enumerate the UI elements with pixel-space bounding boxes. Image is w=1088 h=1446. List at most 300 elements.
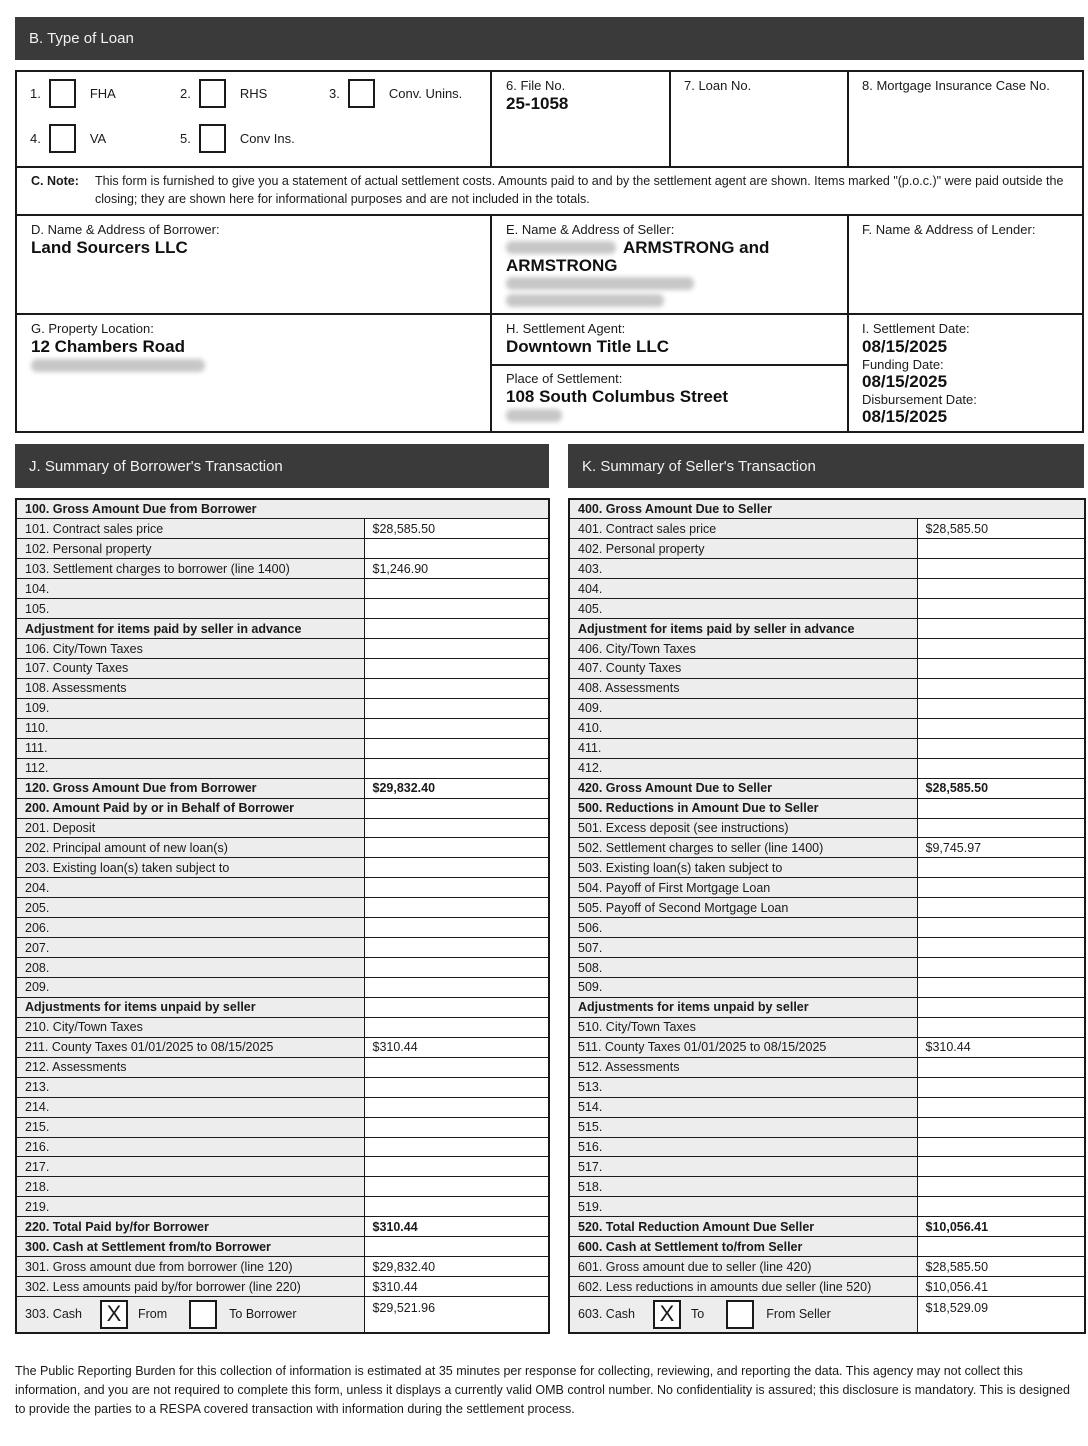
- type-of-loan-header: [15, 17, 1084, 60]
- line-item-label: 101. Contract sales price: [16, 519, 364, 539]
- table-row: [569, 798, 1085, 818]
- table-row: [16, 958, 549, 978]
- conv-unins-label: Conv. Unins.: [388, 86, 463, 101]
- table-row: [16, 499, 549, 519]
- loan-no-label: 7. Loan No.: [684, 78, 752, 93]
- line-item-amount[interactable]: [364, 1197, 549, 1217]
- loan-type-conv-ins: [180, 124, 295, 153]
- conv-ins-checkbox[interactable]: [199, 124, 226, 153]
- line-item-label: 215.: [16, 1117, 364, 1137]
- line-item-amount[interactable]: $310.44: [364, 1037, 549, 1057]
- table-row: [569, 858, 1085, 878]
- settlement-date: 08/15/2025: [862, 337, 948, 356]
- table-row: [569, 718, 1085, 738]
- line-item-label: 515.: [569, 1117, 917, 1137]
- line-item-amount[interactable]: [917, 958, 1085, 978]
- line-item-amount[interactable]: [917, 918, 1085, 938]
- cash-cell: [16, 1297, 364, 1333]
- cash-direction-checkbox[interactable]: [189, 1300, 217, 1329]
- line-item-amount[interactable]: [364, 579, 549, 599]
- table-row: [569, 898, 1085, 918]
- table-row: [569, 938, 1085, 958]
- file-no-value: 25-1058: [506, 94, 569, 113]
- cash-cell: [569, 1297, 917, 1333]
- line-item-label: 220. Total Paid by/for Borrower: [16, 1217, 364, 1237]
- line-item-amount[interactable]: [917, 698, 1085, 718]
- table-row: [16, 918, 549, 938]
- line-item-label: 200. Amount Paid by or in Behalf of Borrower: [16, 798, 364, 818]
- line-item-label: 214.: [16, 1097, 364, 1117]
- line-item-label: 501. Excess deposit (see instructions): [569, 818, 917, 838]
- cash-option-1-label: From: [137, 1307, 168, 1322]
- line-item-label: 110.: [16, 718, 364, 738]
- line-item-label: 219.: [16, 1197, 364, 1217]
- line-item-amount[interactable]: [364, 858, 549, 878]
- line-item-label: 102. Personal property: [16, 539, 364, 559]
- line-item-amount[interactable]: [364, 1057, 549, 1077]
- rhs-checkbox[interactable]: [199, 79, 226, 108]
- line-item-label: 503. Existing loan(s) taken subject to: [569, 858, 917, 878]
- line-item-label: 506.: [569, 918, 917, 938]
- line-item-amount[interactable]: [364, 978, 549, 998]
- line-item-label: 105.: [16, 599, 364, 619]
- line-item-amount[interactable]: [364, 599, 549, 619]
- redacted-seller-city: [506, 294, 664, 307]
- cash-direction-checkbox-checked[interactable]: X: [100, 1300, 128, 1329]
- table-row: [569, 1097, 1085, 1117]
- divider: [15, 313, 1084, 315]
- table-row: [569, 1137, 1085, 1157]
- seller-summary-title: K. Summary of Seller's Transaction: [582, 457, 816, 475]
- seller-name-line-2: ARMSTRONG: [506, 256, 618, 275]
- line-item-amount[interactable]: $29,832.40: [364, 1257, 549, 1277]
- redacted-property-city: [31, 359, 205, 372]
- table-row: [569, 1017, 1085, 1037]
- line-item-amount[interactable]: $310.44: [917, 1037, 1085, 1057]
- line-item-label: 212. Assessments: [16, 1057, 364, 1077]
- line-item-amount[interactable]: [917, 1197, 1085, 1217]
- line-item-label: 207.: [16, 938, 364, 958]
- line-item-label: 520. Total Reduction Amount Due Seller: [569, 1217, 917, 1237]
- table-row: [16, 1017, 549, 1037]
- line-item-amount[interactable]: [364, 878, 549, 898]
- table-row: [16, 758, 549, 778]
- funding-date: 08/15/2025: [862, 372, 948, 391]
- divider: [15, 166, 1084, 168]
- line-item-label: 409.: [569, 698, 917, 718]
- borrower-summary-table: [15, 498, 550, 1334]
- line-item-label: 211. County Taxes 01/01/2025 to 08/15/2025: [16, 1037, 364, 1057]
- mortgage-insurance-case-label: 8. Mortgage Insurance Case No.: [862, 78, 1050, 93]
- table-row: [569, 539, 1085, 559]
- line-item-amount[interactable]: [364, 1017, 549, 1037]
- divider: [669, 70, 671, 167]
- table-row: [16, 1157, 549, 1177]
- line-item-amount[interactable]: $28,585.50: [364, 519, 549, 539]
- borrower-label: D. Name & Address of Borrower:: [31, 222, 220, 237]
- line-item-label: 407. County Taxes: [569, 659, 917, 679]
- borrower-summary-header: [15, 444, 549, 488]
- line-item-amount[interactable]: $29,832.40: [364, 778, 549, 798]
- line-item-label: 513.: [569, 1077, 917, 1097]
- line-item-amount[interactable]: [917, 898, 1085, 918]
- conv-ins-label: Conv Ins.: [239, 131, 295, 146]
- table-row: [16, 997, 549, 1017]
- line-item-amount[interactable]: [364, 619, 549, 639]
- line-item-label: 403.: [569, 559, 917, 579]
- cash-option-1-label: To: [690, 1307, 705, 1322]
- lender-label: F. Name & Address of Lender:: [862, 222, 1036, 237]
- line-item-amount[interactable]: [917, 1077, 1085, 1097]
- line-item-amount[interactable]: [917, 978, 1085, 998]
- cash-option-2-label: From Seller: [766, 1307, 831, 1322]
- table-row: [16, 1257, 549, 1277]
- table-row: [569, 997, 1085, 1017]
- line-item-label: 406. City/Town Taxes: [569, 639, 917, 659]
- line-item-label: 201. Deposit: [16, 818, 364, 838]
- line-item-amount[interactable]: [917, 1237, 1085, 1257]
- line-item-amount[interactable]: [917, 559, 1085, 579]
- table-row: [569, 1077, 1085, 1097]
- line-item-label: 203. Existing loan(s) taken subject to: [16, 858, 364, 878]
- line-item-amount[interactable]: [917, 1177, 1085, 1197]
- line-item-amount[interactable]: [917, 1097, 1085, 1117]
- line-item-label: 302. Less amounts paid by/for borrower (line 220): [16, 1277, 364, 1297]
- line-item-amount[interactable]: [364, 758, 549, 778]
- option-number: 3.: [329, 86, 340, 101]
- line-item-amount[interactable]: [917, 738, 1085, 758]
- line-item-label: 400. Gross Amount Due to Seller: [569, 499, 1085, 519]
- line-item-label: Adjustment for items paid by seller in advance: [569, 619, 917, 639]
- divider: [490, 214, 492, 433]
- loan-type-fha: [30, 79, 116, 108]
- line-item-label: Adjustments for items unpaid by seller: [569, 997, 917, 1017]
- settlement-date-label: I. Settlement Date:: [862, 321, 970, 336]
- line-item-label: 204.: [16, 878, 364, 898]
- line-item-amount[interactable]: [364, 678, 549, 698]
- settlement-agent-name: Downtown Title LLC: [506, 337, 670, 356]
- line-item-label: 502. Settlement charges to seller (line 1400): [569, 838, 917, 858]
- line-item-label: 216.: [16, 1137, 364, 1157]
- line-item-amount[interactable]: [364, 1117, 549, 1137]
- line-item-amount[interactable]: [917, 678, 1085, 698]
- line-item-label: 517.: [569, 1157, 917, 1177]
- divider: [491, 364, 848, 366]
- line-item-label: 112.: [16, 758, 364, 778]
- line-item-label: 505. Payoff of Second Mortgage Loan: [569, 898, 917, 918]
- property-label: G. Property Location:: [31, 321, 154, 336]
- line-item-amount[interactable]: [364, 798, 549, 818]
- line-item-label: 518.: [569, 1177, 917, 1197]
- table-row: [16, 858, 549, 878]
- table-row: [569, 698, 1085, 718]
- disbursement-date-label: Disbursement Date:: [862, 392, 977, 407]
- line-item-amount[interactable]: [364, 958, 549, 978]
- line-item-label: 401. Contract sales price: [569, 519, 917, 539]
- table-row: [16, 718, 549, 738]
- table-row: [16, 1237, 549, 1257]
- table-row: [16, 1217, 549, 1237]
- line-item-label: 106. City/Town Taxes: [16, 639, 364, 659]
- line-item-amount[interactable]: [364, 997, 549, 1017]
- line-item-amount[interactable]: [364, 1097, 549, 1117]
- line-item-label: 217.: [16, 1157, 364, 1177]
- table-row: [569, 1037, 1085, 1057]
- line-item-amount[interactable]: [917, 1157, 1085, 1177]
- funding-date-label: Funding Date:: [862, 357, 944, 372]
- line-item-label: 213.: [16, 1077, 364, 1097]
- line-item-amount[interactable]: [364, 1177, 549, 1197]
- table-row: [569, 1157, 1085, 1177]
- table-row: [16, 738, 549, 758]
- line-item-amount[interactable]: [917, 878, 1085, 898]
- table-row: [569, 958, 1085, 978]
- fha-label: FHA: [89, 86, 116, 101]
- redacted-seller-address: [506, 277, 694, 290]
- cash-label: 303. Cash: [25, 1307, 82, 1322]
- line-item-amount[interactable]: [364, 738, 549, 758]
- table-row: [16, 1057, 549, 1077]
- line-item-label: 206.: [16, 918, 364, 938]
- line-item-amount[interactable]: [364, 1237, 549, 1257]
- cash-amount[interactable]: $18,529.09: [917, 1297, 1085, 1333]
- table-row: [16, 619, 549, 639]
- line-item-amount[interactable]: $1,246.90: [364, 559, 549, 579]
- line-item-label: 111.: [16, 738, 364, 758]
- line-item-amount[interactable]: [917, 938, 1085, 958]
- table-row: [569, 1117, 1085, 1137]
- line-item-label: 120. Gross Amount Due from Borrower: [16, 778, 364, 798]
- table-row: [569, 579, 1085, 599]
- table-row: [569, 619, 1085, 639]
- line-item-label: 208.: [16, 958, 364, 978]
- option-number: 2.: [180, 86, 191, 101]
- line-item-label: 516.: [569, 1137, 917, 1157]
- line-item-label: 108. Assessments: [16, 678, 364, 698]
- line-item-amount[interactable]: [364, 718, 549, 738]
- table-row: [16, 818, 549, 838]
- line-item-amount[interactable]: $10,056.41: [917, 1217, 1085, 1237]
- line-item-amount[interactable]: [917, 798, 1085, 818]
- table-row: [569, 678, 1085, 698]
- line-item-label: 500. Reductions in Amount Due to Seller: [569, 798, 917, 818]
- cash-direction-checkbox-checked[interactable]: X: [653, 1300, 681, 1329]
- line-item-amount[interactable]: [364, 639, 549, 659]
- line-item-amount[interactable]: [917, 818, 1085, 838]
- line-item-amount[interactable]: [917, 659, 1085, 679]
- table-row: [569, 838, 1085, 858]
- line-item-amount[interactable]: [364, 918, 549, 938]
- line-item-amount[interactable]: [917, 1117, 1085, 1137]
- table-row: [16, 978, 549, 998]
- line-item-amount[interactable]: [917, 619, 1085, 639]
- line-item-label: 601. Gross amount due to seller (line 420): [569, 1257, 917, 1277]
- table-row: [16, 1077, 549, 1097]
- line-item-amount[interactable]: [917, 1017, 1085, 1037]
- line-item-label: 600. Cash at Settlement to/from Seller: [569, 1237, 917, 1257]
- table-row: [569, 1217, 1085, 1237]
- table-row: [16, 599, 549, 619]
- divider: [847, 70, 849, 167]
- table-row: [16, 1097, 549, 1117]
- line-item-label: 404.: [569, 579, 917, 599]
- seller-name-line-1: ARMSTRONG and: [623, 238, 770, 257]
- line-item-amount[interactable]: [364, 938, 549, 958]
- line-item-amount[interactable]: [364, 659, 549, 679]
- line-item-label: 509.: [569, 978, 917, 998]
- cash-row: [569, 1297, 1085, 1333]
- line-item-amount[interactable]: [917, 579, 1085, 599]
- table-row: [16, 1177, 549, 1197]
- line-item-label: 103. Settlement charges to borrower (line 1400): [16, 559, 364, 579]
- note-text: This form is furnished to give you a statement of actual settlement costs. Amounts paid to and by the settlement agent are shown. Items marked "(p.o.c.)" were paid outside the closing; they are shown here for informational purposes and are not included in the totals.: [95, 174, 1064, 206]
- table-row: [16, 798, 549, 818]
- table-row: [569, 519, 1085, 539]
- cash-amount[interactable]: $29,521.96: [364, 1297, 549, 1333]
- line-item-label: 205.: [16, 898, 364, 918]
- table-row: [569, 1197, 1085, 1217]
- line-item-label: 412.: [569, 758, 917, 778]
- loan-type-rhs: [180, 79, 267, 108]
- line-item-label: 507.: [569, 938, 917, 958]
- line-item-amount[interactable]: [917, 718, 1085, 738]
- line-item-amount[interactable]: [364, 1137, 549, 1157]
- line-item-label: 410.: [569, 718, 917, 738]
- loan-type-conv-unins: [329, 79, 462, 108]
- cash-label: 603. Cash: [578, 1307, 635, 1322]
- settlement-agent-label: H. Settlement Agent:: [506, 321, 626, 336]
- line-item-amount[interactable]: $9,745.97: [917, 838, 1085, 858]
- line-item-label: 109.: [16, 698, 364, 718]
- table-row: [569, 818, 1085, 838]
- line-item-amount[interactable]: [917, 997, 1085, 1017]
- line-item-label: 218.: [16, 1177, 364, 1197]
- line-item-amount[interactable]: $28,585.50: [917, 519, 1085, 539]
- line-item-label: 107. County Taxes: [16, 659, 364, 679]
- line-item-label: 104.: [16, 579, 364, 599]
- disbursement-date: 08/15/2025: [862, 407, 948, 426]
- va-checkbox[interactable]: [49, 124, 76, 153]
- table-row: [569, 559, 1085, 579]
- cash-row: [16, 1297, 549, 1333]
- table-row: [569, 1277, 1085, 1297]
- line-item-amount[interactable]: $310.44: [364, 1217, 549, 1237]
- rhs-label: RHS: [239, 86, 268, 101]
- table-row: [16, 659, 549, 679]
- fha-checkbox[interactable]: [49, 79, 76, 108]
- table-row: [569, 1177, 1085, 1197]
- redacted-seller-first-name: [506, 241, 616, 254]
- line-item-label: 514.: [569, 1097, 917, 1117]
- line-item-amount[interactable]: [364, 1157, 549, 1177]
- line-item-amount[interactable]: [917, 858, 1085, 878]
- file-no-label: 6. File No.: [506, 78, 566, 93]
- line-item-label: 301. Gross amount due from borrower (line 120): [16, 1257, 364, 1277]
- option-number: 5.: [180, 131, 191, 146]
- line-item-amount[interactable]: [917, 1057, 1085, 1077]
- table-row: [16, 559, 549, 579]
- line-item-amount[interactable]: [917, 639, 1085, 659]
- line-item-amount[interactable]: $28,585.50: [917, 1257, 1085, 1277]
- table-row: [16, 878, 549, 898]
- divider: [847, 214, 849, 433]
- table-row: [16, 1037, 549, 1057]
- line-item-amount[interactable]: $10,056.41: [917, 1277, 1085, 1297]
- line-item-label: 504. Payoff of First Mortgage Loan: [569, 878, 917, 898]
- line-item-amount[interactable]: [917, 1137, 1085, 1157]
- property-location: 12 Chambers Road: [31, 337, 185, 356]
- line-item-label: 209.: [16, 978, 364, 998]
- table-row: [16, 778, 549, 798]
- table-row: [16, 698, 549, 718]
- line-item-label: 411.: [569, 738, 917, 758]
- line-item-amount[interactable]: $28,585.50: [917, 778, 1085, 798]
- line-item-amount[interactable]: [364, 698, 549, 718]
- table-row: [569, 599, 1085, 619]
- table-row: [569, 1057, 1085, 1077]
- line-item-amount[interactable]: [917, 758, 1085, 778]
- table-row: [16, 1197, 549, 1217]
- line-item-label: 100. Gross Amount Due from Borrower: [16, 499, 549, 519]
- line-item-label: Adjustment for items paid by seller in advance: [16, 619, 364, 639]
- va-label: VA: [89, 131, 107, 146]
- table-row: [569, 639, 1085, 659]
- table-row: [569, 918, 1085, 938]
- table-row: [16, 579, 549, 599]
- table-row: [16, 1117, 549, 1137]
- line-item-label: 405.: [569, 599, 917, 619]
- line-item-amount[interactable]: $310.44: [364, 1277, 549, 1297]
- line-item-label: Adjustments for items unpaid by seller: [16, 997, 364, 1017]
- table-row: [569, 878, 1085, 898]
- table-row: [16, 1137, 549, 1157]
- line-item-amount[interactable]: [364, 818, 549, 838]
- table-row: [16, 519, 549, 539]
- seller-summary-table: [568, 498, 1086, 1334]
- loan-type-va: [30, 124, 106, 153]
- conv-unins-checkbox[interactable]: [348, 79, 375, 108]
- table-row: [16, 1277, 549, 1297]
- line-item-label: 408. Assessments: [569, 678, 917, 698]
- cash-direction-checkbox[interactable]: [726, 1300, 754, 1329]
- line-item-label: 202. Principal amount of new loan(s): [16, 838, 364, 858]
- line-item-amount[interactable]: [364, 838, 549, 858]
- public-reporting-burden-text: The Public Reporting Burden for this collection of information is estimated at 35 minutes per response for collecting, reviewing, and reporting the data. This agency may not collect this information, and you are not required to complete this form, unless it displays a currently valid OMB control number. No confidentiality is assured; this disclosure is mandatory. This is designed to provide the parties to a RESPA covered transaction with information during the settlement process.: [15, 1364, 1070, 1416]
- line-item-amount[interactable]: [917, 599, 1085, 619]
- table-row: [16, 639, 549, 659]
- borrower-summary-title: J. Summary of Borrower's Transaction: [29, 457, 283, 475]
- line-item-label: 420. Gross Amount Due to Seller: [569, 778, 917, 798]
- line-item-amount[interactable]: [364, 898, 549, 918]
- line-item-label: 210. City/Town Taxes: [16, 1017, 364, 1037]
- line-item-label: 519.: [569, 1197, 917, 1217]
- table-row: [569, 758, 1085, 778]
- line-item-label: 508.: [569, 958, 917, 978]
- seller-summary-header: [568, 444, 1084, 488]
- table-row: [569, 738, 1085, 758]
- line-item-label: 510. City/Town Taxes: [569, 1017, 917, 1037]
- line-item-amount[interactable]: [917, 539, 1085, 559]
- table-row: [16, 678, 549, 698]
- line-item-amount[interactable]: [364, 1077, 549, 1097]
- type-of-loan-title: B. Type of Loan: [29, 30, 134, 47]
- table-row: [16, 938, 549, 958]
- borrower-name: Land Sourcers LLC: [31, 238, 188, 257]
- option-number: 1.: [30, 86, 41, 101]
- table-row: [16, 539, 549, 559]
- line-item-amount[interactable]: [364, 539, 549, 559]
- note-label: C. Note:: [31, 174, 79, 188]
